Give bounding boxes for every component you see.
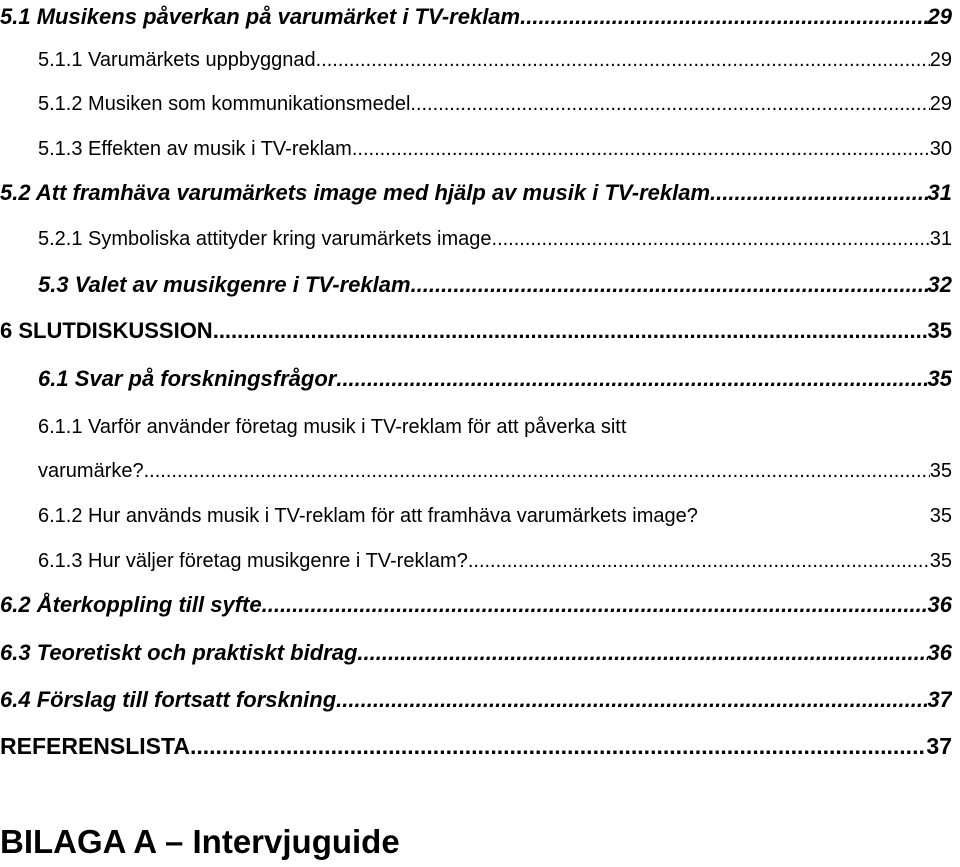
toc-entry-title: REFERENSLISTA bbox=[0, 733, 190, 759]
toc-entry-page: 36 bbox=[927, 640, 952, 665]
toc-entry-title: 5.2.1 Symboliska attityder kring varumärkets image bbox=[38, 228, 492, 250]
toc-entry[interactable] bbox=[0, 733, 952, 760]
toc-entry[interactable] bbox=[38, 505, 952, 528]
toc-entry-title: 5.1.3 Effekten av musik i TV-reklam bbox=[38, 138, 352, 160]
toc-entry-page: 32 bbox=[927, 272, 952, 297]
toc-leader bbox=[411, 272, 928, 298]
toc-leader bbox=[336, 687, 927, 713]
toc-entry[interactable] bbox=[0, 4, 952, 30]
toc-entry-title: 6.4 Förslag till fortsatt forskning bbox=[0, 687, 337, 712]
toc-entry[interactable] bbox=[0, 592, 952, 618]
toc-leader bbox=[520, 4, 927, 30]
toc-entry-title: 5.3 Valet av musikgenre i TV-reklam bbox=[38, 272, 411, 297]
toc-leader bbox=[190, 733, 926, 760]
toc-entry-title: 6.1.2 Hur används musik i TV-reklam för att framhäva varumärkets image? bbox=[38, 505, 698, 527]
toc-leader bbox=[213, 318, 928, 344]
toc-leader bbox=[352, 138, 930, 161]
toc-entry-page: 37 bbox=[927, 687, 952, 712]
toc-entry[interactable] bbox=[0, 180, 952, 206]
toc-leader bbox=[144, 460, 930, 483]
toc-entry-title-line1[interactable]: 6.1.1 Varför använder företag musik i TV-reklam för att påverka sitt bbox=[38, 416, 627, 438]
toc-entry[interactable] bbox=[38, 138, 952, 161]
toc-entry-title: 6.1.3 Hur väljer företag musikgenre i TV-reklam? bbox=[38, 550, 468, 572]
toc-leader bbox=[262, 592, 928, 618]
toc-entry[interactable] bbox=[38, 93, 952, 116]
toc-entry-title: 5.1 Musikens påverkan på varumärket i TV-reklam bbox=[0, 4, 521, 29]
toc-entry-page: 35 bbox=[929, 460, 952, 482]
toc-entry-page: 35 bbox=[929, 505, 952, 527]
toc-leader bbox=[357, 640, 927, 666]
toc-entry-page: 29 bbox=[929, 93, 952, 115]
toc-leader bbox=[710, 180, 928, 206]
toc-entry-title: 5.2 Att framhäva varumärkets image med hjälp av musik i TV-reklam bbox=[0, 180, 711, 205]
toc-leader bbox=[336, 366, 927, 392]
toc-entry-title: 5.1.2 Musiken som kommunikationsmedel bbox=[38, 93, 411, 115]
toc-entry-page: 31 bbox=[927, 180, 952, 205]
toc-entry[interactable] bbox=[0, 640, 952, 666]
toc-entry-page: 29 bbox=[929, 49, 952, 71]
toc-entry-page: 35 bbox=[927, 318, 952, 343]
toc-entry[interactable] bbox=[0, 318, 952, 344]
toc-entry-page: 35 bbox=[927, 366, 952, 391]
toc-leader bbox=[492, 228, 930, 251]
toc-entry-page: 36 bbox=[927, 592, 952, 617]
toc-entry-title: 6.2 Återkoppling till syfte bbox=[0, 592, 262, 617]
toc-entry-page: 35 bbox=[929, 550, 952, 572]
toc-entry-title: 6.1 Svar på forskningsfrågor bbox=[38, 366, 337, 391]
toc-entry[interactable] bbox=[38, 49, 952, 72]
appendix-heading: BILAGA A – Intervjuguide bbox=[0, 823, 400, 860]
toc-entry[interactable] bbox=[38, 228, 952, 251]
toc-entry-title: 6 SLUTDISKUSSION bbox=[0, 318, 213, 343]
toc-entry[interactable] bbox=[0, 687, 952, 713]
toc-leader bbox=[468, 550, 930, 573]
toc-entry-title: 5.1.1 Varumärkets uppbyggnad bbox=[38, 49, 316, 71]
toc-entry-title: 6.3 Teoretiskt och praktiskt bidrag bbox=[0, 640, 358, 665]
toc-entry[interactable] bbox=[38, 460, 952, 483]
toc-entry-page: 30 bbox=[929, 138, 952, 160]
toc-entry[interactable] bbox=[38, 366, 952, 392]
toc-entry-title-line2: varumärke? bbox=[38, 460, 144, 482]
toc-entry-page: 31 bbox=[929, 228, 952, 250]
toc-leader bbox=[316, 49, 930, 72]
toc-entry[interactable] bbox=[38, 272, 952, 298]
toc-entry[interactable] bbox=[38, 550, 952, 573]
toc-leader bbox=[410, 93, 929, 116]
toc-entry-page: 37 bbox=[926, 733, 952, 759]
toc-entry-page: 29 bbox=[927, 4, 952, 29]
